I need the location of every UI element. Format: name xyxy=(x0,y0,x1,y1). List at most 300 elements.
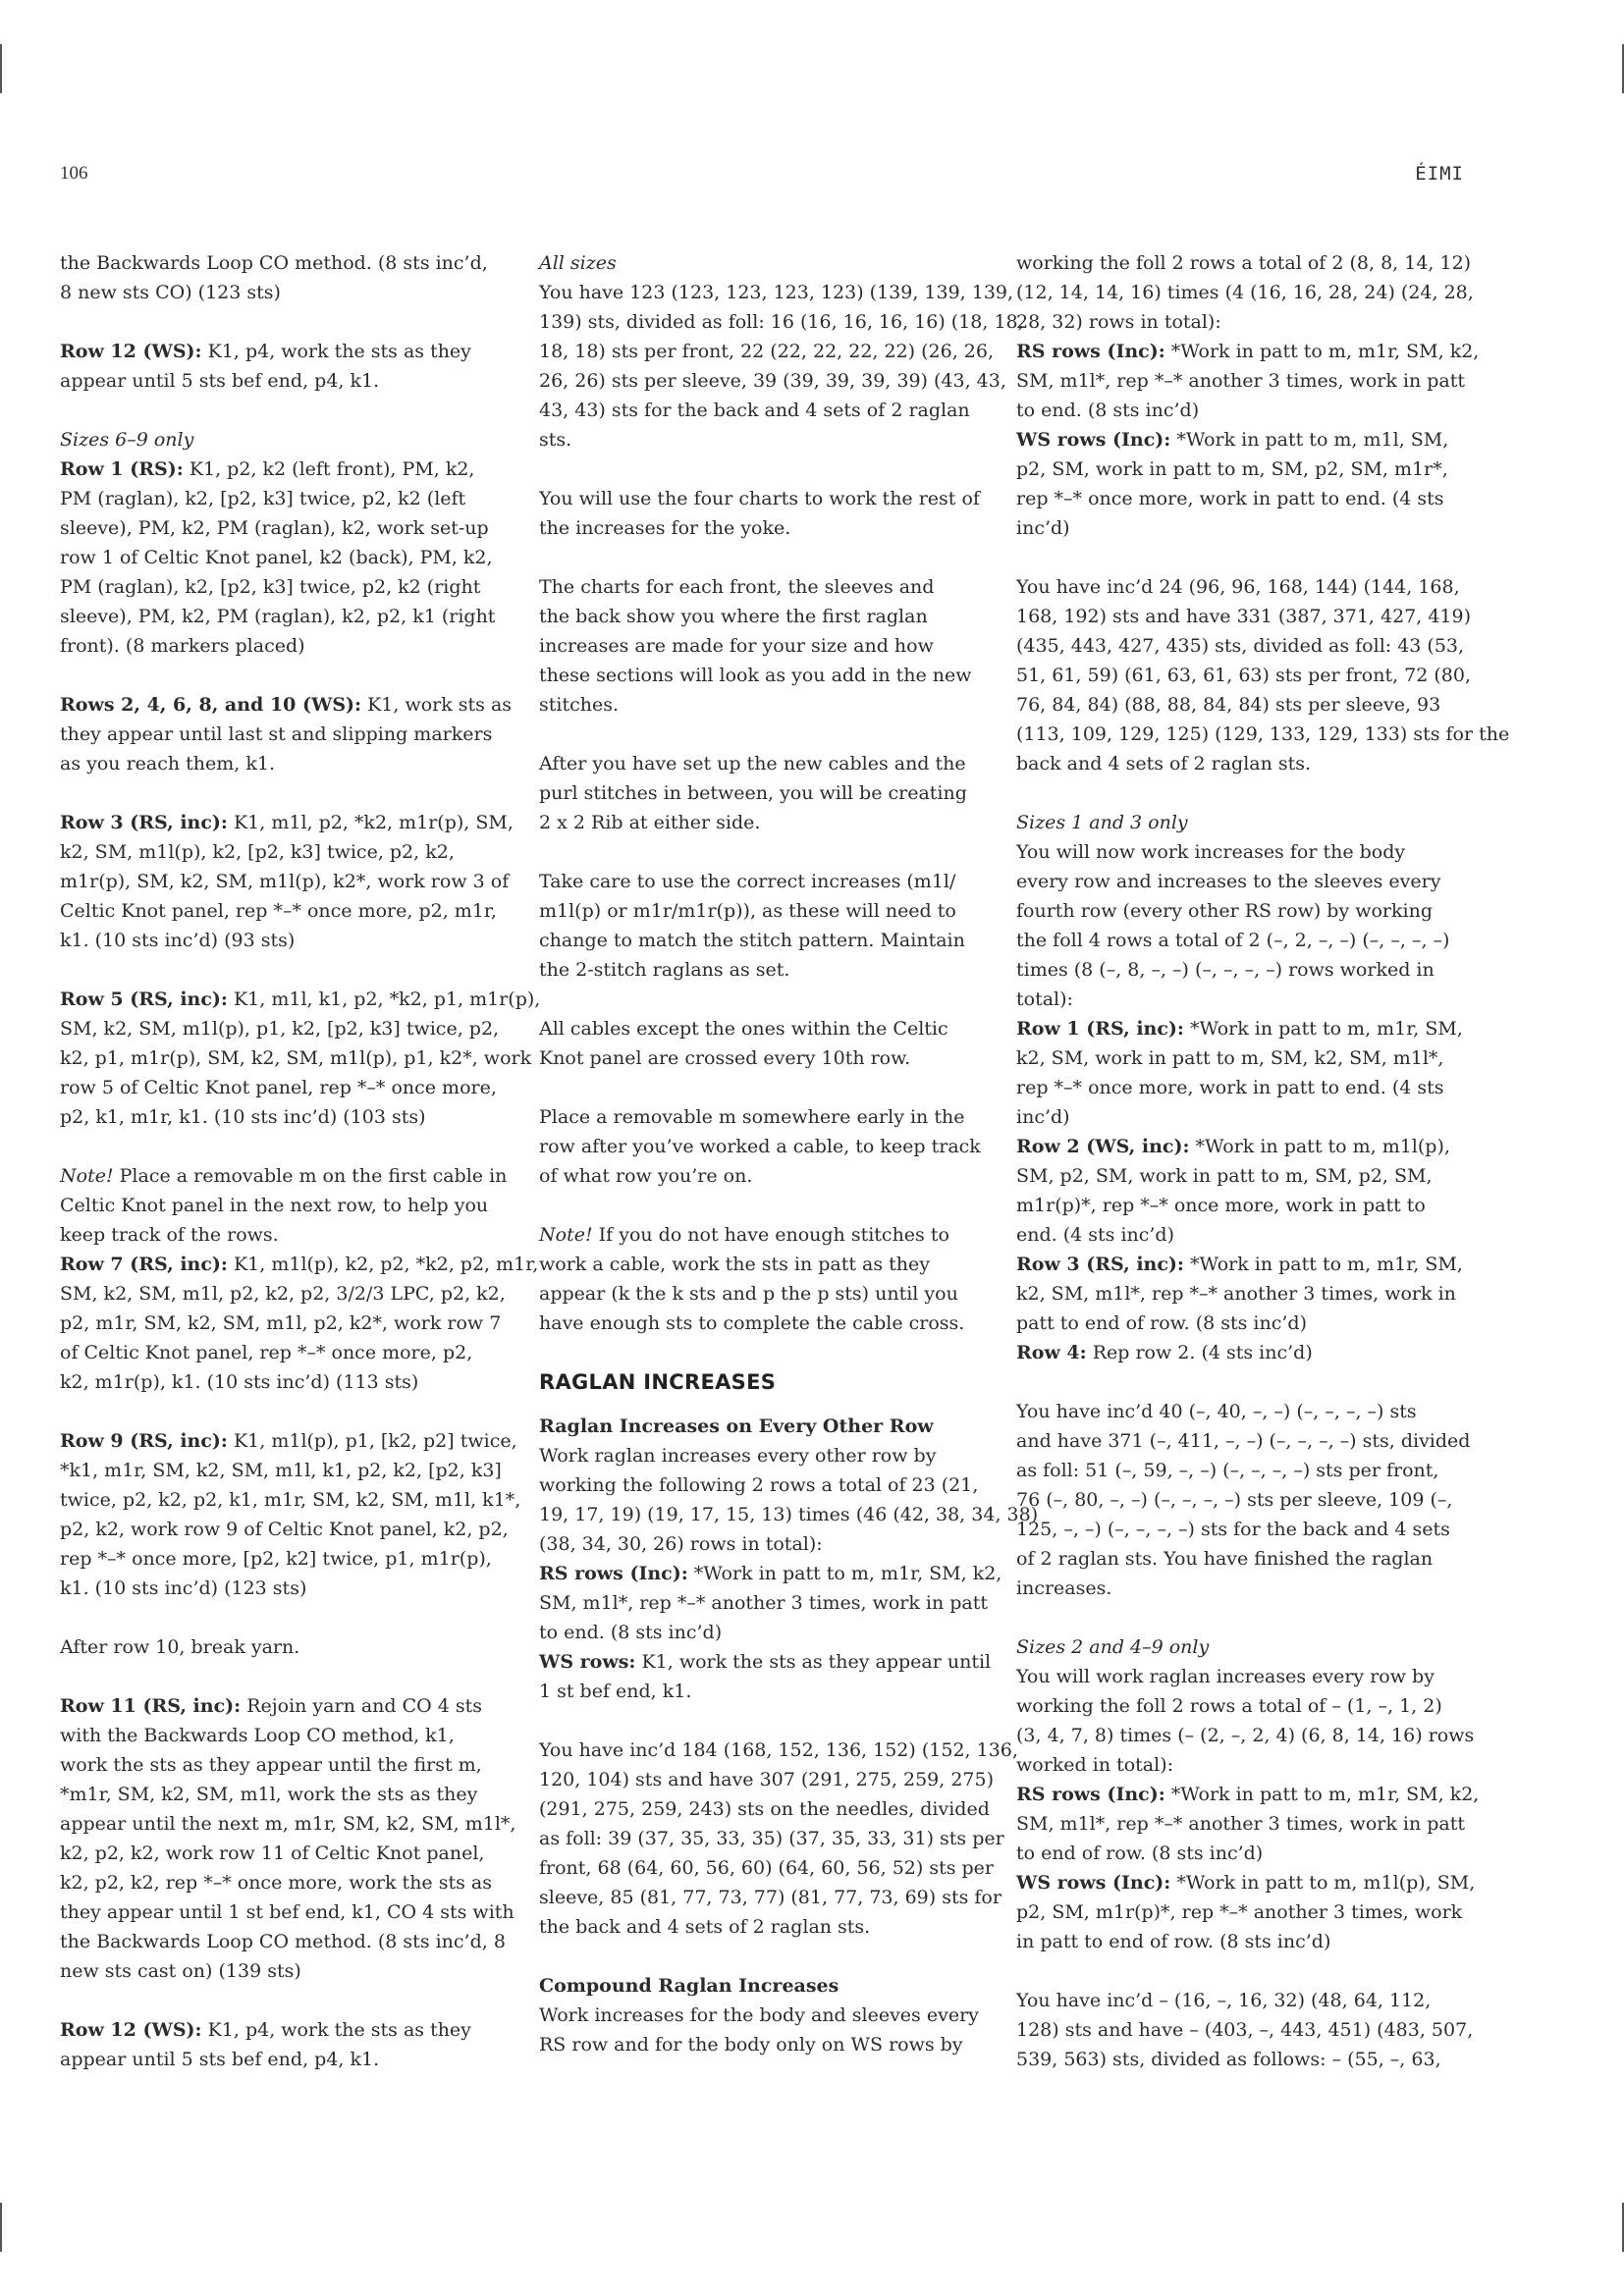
text-run: K1, m1l(p), p1, [k2, p2] twice, xyxy=(227,1430,517,1452)
text-run: *m1r, SM, k2, SM, m1l, work the sts as they xyxy=(60,1784,478,1805)
text-run: SM, k2, SM, m1l, p2, k2, p2, 3/2/3 LPC, p2, k2, xyxy=(60,1283,506,1305)
text-line xyxy=(1016,1986,1456,2015)
text-run: k1. (10 sts inc’d) (123 sts) xyxy=(60,1577,307,1599)
text-run: 51, 61, 59) (61, 63, 61, 63) sts per front, 72 (80, xyxy=(1016,665,1472,686)
paragraph xyxy=(539,1014,979,1073)
text-run: every row and increases to the sleeves every xyxy=(1016,871,1441,892)
paragraph xyxy=(539,749,979,837)
text-line xyxy=(539,1014,979,1043)
text-line xyxy=(60,1308,500,1338)
text-line xyxy=(539,1102,979,1132)
text-line xyxy=(1016,690,1456,720)
text-line xyxy=(539,1912,979,1942)
text-line xyxy=(539,2030,979,2059)
text-line xyxy=(539,1618,979,1647)
text-line xyxy=(60,1750,500,1780)
text-line xyxy=(60,2015,500,2045)
text-line xyxy=(60,1574,500,1603)
text-run: Work raglan increases every other row by xyxy=(539,1445,937,1467)
italic-run: Note! xyxy=(539,1224,593,1246)
text-run: the back and 4 sets of 2 raglan sts. xyxy=(539,1916,871,1938)
bold-run: WS rows (Inc): xyxy=(1016,429,1171,451)
text-line xyxy=(1016,572,1460,602)
crop-mark-top-left xyxy=(0,44,2,93)
text-run: K1, p2, k2 (left front), PM, k2, xyxy=(183,458,475,480)
text-run: k2, p2, k2, rep *–* once more, work the sts as xyxy=(60,1872,492,1894)
paragraph xyxy=(1016,572,1510,778)
text-line xyxy=(1016,720,1510,749)
text-run: the 2-stitch raglans as set. xyxy=(539,959,790,981)
text-line xyxy=(60,1338,500,1367)
paragraph xyxy=(539,1971,979,2059)
text-run: Take care to use the correct increases (m1l/ xyxy=(539,871,956,892)
text-line xyxy=(1016,926,1456,955)
text-run: to end. (8 sts inc’d) xyxy=(539,1622,723,1643)
text-line xyxy=(60,1780,500,1809)
text-line xyxy=(539,867,979,896)
bold-run: WS rows (Inc): xyxy=(1016,1872,1171,1894)
text-line xyxy=(1016,1780,1480,1809)
text-run: 43, 43) sts for the back and 4 sets of 2 raglan xyxy=(539,400,970,421)
text-run: K1, m1l(p), k2, p2, *k2, p2, m1r, xyxy=(227,1254,539,1275)
text-line xyxy=(1016,808,1456,837)
text-run: 2 x 2 Rib at either side. xyxy=(539,812,761,833)
text-line xyxy=(1016,1632,1456,1662)
text-line xyxy=(60,2045,500,2074)
text-line xyxy=(60,1014,500,1043)
text-run: increases are made for your size and how xyxy=(539,635,934,657)
text-line xyxy=(539,631,979,661)
text-run: PM (raglan), k2, [p2, k3] twice, p2, k2 (left xyxy=(60,488,466,509)
text-run: the foll 4 rows a total of 2 (–, 2, –, –) (–, –, –, –) xyxy=(1016,930,1450,951)
bold-run: RS rows (Inc): xyxy=(1016,1784,1165,1805)
paragraph xyxy=(60,337,500,396)
text-line xyxy=(539,1883,1001,1912)
text-run: You will work raglan increases every row by xyxy=(1016,1666,1435,1687)
text-run: have enough sts to complete the cable cross. xyxy=(539,1312,965,1334)
text-line xyxy=(1016,1485,1456,1515)
paragraph xyxy=(1016,1986,1474,2074)
text-line xyxy=(1016,1308,1456,1338)
paragraph xyxy=(60,1691,516,1986)
text-line xyxy=(60,1250,539,1279)
page-number: 106 xyxy=(60,163,88,184)
text-line xyxy=(1016,1544,1456,1574)
text-run: rep *–* once more, [p2, k2] twice, p1, m1r(p), xyxy=(60,1548,492,1570)
text-run: k2, SM, work in patt to m, SM, k2, SM, m1l*, xyxy=(1016,1047,1444,1069)
text-line xyxy=(60,808,514,837)
text-line xyxy=(1016,1750,1456,1780)
text-line xyxy=(1016,337,1480,366)
text-run: K1, p4, work the sts as they xyxy=(201,2019,471,2041)
text-line xyxy=(1016,1073,1456,1102)
paragraph xyxy=(60,2015,500,2074)
text-run: rep *–* once more, work in patt to end. (4 sts xyxy=(1016,1077,1444,1098)
text-run: If you do not have enough stitches to xyxy=(592,1224,949,1246)
text-run: After row 10, break yarn. xyxy=(60,1636,300,1658)
text-run: the increases for the yoke. xyxy=(539,517,791,539)
text-run: SM, k2, SM, m1l(p), p1, k2, [p2, k3] twice, p2, xyxy=(60,1018,500,1040)
paragraph xyxy=(539,867,979,985)
text-run: 28, 32) rows in total): xyxy=(1016,311,1221,333)
text-line xyxy=(539,602,979,631)
text-line xyxy=(60,513,500,543)
text-run: increases. xyxy=(1016,1577,1112,1599)
bold-run: Compound Raglan Increases xyxy=(539,1975,839,1997)
text-line xyxy=(60,1220,500,1250)
text-line xyxy=(1016,396,1456,425)
text-line xyxy=(539,1677,979,1706)
text-run: Place a removable m on the first cable in xyxy=(113,1165,508,1187)
text-line xyxy=(60,1956,500,1986)
text-run: and have 371 (–, 411, –, –) (–, –, –, –) sts, divided xyxy=(1016,1430,1471,1452)
text-run: 18, 18) sts per front, 22 (22, 22, 22, 22) (26, 26, xyxy=(539,341,995,362)
text-line xyxy=(539,425,979,454)
paragraph xyxy=(60,425,500,661)
text-line xyxy=(60,1456,500,1485)
text-run: PM (raglan), k2, [p2, k3] twice, p2, k2 (right xyxy=(60,576,481,598)
text-run: *Work in patt to m, m1r, SM, k2, xyxy=(1164,1784,1480,1805)
text-line xyxy=(539,1588,989,1618)
text-line xyxy=(60,896,500,926)
text-line xyxy=(60,366,500,396)
text-run: 8 new sts CO) (123 sts) xyxy=(60,282,281,303)
bold-run: Row 12 (WS): xyxy=(60,341,202,362)
text-run: m1r(p)*, rep *–* once more, work in patt to xyxy=(1016,1195,1426,1216)
paragraph xyxy=(539,572,979,720)
text-run: (435, 443, 427, 435) sts, divided as foll: 43 (53, xyxy=(1016,635,1465,657)
text-line xyxy=(539,1765,995,1794)
text-line xyxy=(1016,1426,1471,1456)
text-run: SM, m1l*, rep *–* another 3 times, work in patt xyxy=(1016,370,1466,392)
text-line xyxy=(1016,631,1465,661)
text-run: Rejoin yarn and CO 4 sts xyxy=(241,1695,483,1717)
paragraph xyxy=(539,1412,1039,1706)
text-run: in patt to end of row. (8 sts inc’d) xyxy=(1016,1931,1331,1952)
text-line xyxy=(539,278,1014,307)
paragraph xyxy=(539,1220,979,1338)
text-line xyxy=(60,985,541,1014)
text-run: times (8 (–, 8, –, –) (–, –, –, –) rows worked in xyxy=(1016,959,1435,981)
text-run: appear until the next m, m1r, SM, k2, SM, m1l*, xyxy=(60,1813,516,1835)
bold-run: Row 7 (RS, inc): xyxy=(60,1254,228,1275)
text-line xyxy=(60,1102,500,1132)
text-run: (38, 34, 30, 26) rows in total): xyxy=(539,1533,823,1555)
text-run: The charts for each front, the sleeves and xyxy=(539,576,935,598)
text-run: 76, 84, 84) (88, 88, 84, 84) sts per sleeve, 93 xyxy=(1016,694,1441,716)
text-run: appear until 5 sts bef end, p4, k1. xyxy=(60,370,380,392)
text-line xyxy=(1016,1132,1456,1161)
text-line xyxy=(539,1824,1004,1853)
text-run: *Work in patt to m, m1r, SM, k2, xyxy=(1164,341,1480,362)
text-line xyxy=(60,1691,500,1721)
text-run: *Work in patt to m, m1l(p), xyxy=(1189,1136,1450,1157)
text-run: (3, 4, 7, 8) times (– (2, –, 2, 4) (6, 8, 14, 16) rows xyxy=(1016,1725,1475,1746)
text-run: m1l(p) or m1r/m1r(p)), as these will need to xyxy=(539,900,956,922)
text-run: 19, 17, 19) (19, 17, 15, 13) times (46 (42, 38, 34, 38) xyxy=(539,1504,1039,1525)
paragraph xyxy=(60,248,500,307)
text-run: front, 68 (64, 60, 56, 60) (64, 60, 56, 52) sts per xyxy=(539,1857,995,1879)
text-line xyxy=(539,896,979,926)
text-line xyxy=(60,1161,508,1191)
text-run: row after you’ve worked a cable, to keep track xyxy=(539,1136,981,1157)
text-run: working the following 2 rows a total of 23 (21, xyxy=(539,1474,979,1496)
bold-run: Row 2 (WS, inc): xyxy=(1016,1136,1190,1157)
text-run: total): xyxy=(1016,988,1073,1010)
text-line xyxy=(1016,867,1456,896)
text-run: k2, p1, m1r(p), SM, k2, SM, m1l(p), p1, k2*, work xyxy=(60,1047,532,1069)
text-run: k2, SM, m1l*, rep *–* another 3 times, work in xyxy=(1016,1283,1456,1305)
bold-run: Raglan Increases on Every Other Row xyxy=(539,1415,934,1437)
text-line xyxy=(60,1426,517,1456)
text-run: 26, 26) sts per sleeve, 39 (39, 39, 39, 39) (43, 43, xyxy=(539,370,1006,392)
text-run: front). (8 markers placed) xyxy=(60,635,305,657)
text-line xyxy=(60,1279,506,1308)
text-line xyxy=(539,955,979,985)
text-run: rep *–* once more, work in patt to end. (4 sts xyxy=(1016,488,1444,509)
text-line xyxy=(1016,366,1466,396)
paragraph xyxy=(60,985,541,1132)
text-line xyxy=(539,808,979,837)
text-line xyxy=(60,484,500,513)
text-line xyxy=(1016,985,1456,1014)
text-run: change to match the stitch pattern. Maintain xyxy=(539,930,965,951)
text-run: the back show you where the first raglan xyxy=(539,606,928,627)
text-run: stitches. xyxy=(539,694,620,716)
text-line xyxy=(60,631,500,661)
text-line xyxy=(1016,248,1472,278)
text-run: All cables except the ones within the Celtic xyxy=(539,1018,948,1040)
paragraph xyxy=(539,1102,979,1191)
text-line xyxy=(1016,513,1456,543)
text-run: end. (4 sts inc’d) xyxy=(1016,1224,1175,1246)
text-run: new sts cast on) (139 sts) xyxy=(60,1960,301,1982)
italic-run: All sizes xyxy=(539,252,617,274)
text-line xyxy=(1016,1927,1456,1956)
text-run: keep track of the rows. xyxy=(60,1224,279,1246)
text-run: of 2 raglan sts. You have finished the raglan xyxy=(1016,1548,1434,1570)
text-line xyxy=(1016,837,1456,867)
text-line xyxy=(539,1500,1039,1529)
text-line xyxy=(1016,1515,1456,1544)
text-line xyxy=(539,1132,979,1161)
text-run: Celtic Knot panel in the next row, to help you xyxy=(60,1195,489,1216)
text-run: to end of row. (8 sts inc’d) xyxy=(1016,1842,1264,1864)
italic-run: Sizes 1 and 3 only xyxy=(1016,812,1188,833)
text-line xyxy=(539,778,979,808)
text-run: of Celtic Knot panel, rep *–* once more, p2, xyxy=(60,1342,473,1363)
text-run: *Work in patt to m, m1l, SM, xyxy=(1170,429,1449,451)
bold-run: RS rows (Inc): xyxy=(539,1563,688,1584)
text-line xyxy=(1016,1662,1456,1691)
text-line xyxy=(60,602,500,631)
bold-run: Row 9 (RS, inc): xyxy=(60,1430,228,1452)
text-run: *Work in patt to m, m1r, SM, xyxy=(1183,1254,1463,1275)
text-line xyxy=(539,337,995,366)
text-line xyxy=(539,690,979,720)
text-run: p2, SM, m1r(p)*, rep *–* another 3 times, work xyxy=(1016,1901,1463,1923)
text-line xyxy=(1016,1456,1456,1485)
text-line xyxy=(539,749,979,778)
text-line xyxy=(60,543,500,572)
text-column-2 xyxy=(539,248,1039,2089)
paragraph xyxy=(539,1735,1018,1942)
text-line xyxy=(60,1191,500,1220)
text-line xyxy=(60,1544,500,1574)
text-line xyxy=(539,1250,979,1279)
text-run: sleeve, 85 (81, 77, 73, 77) (81, 77, 73, 69) sts for xyxy=(539,1887,1001,1908)
text-run: patt to end of row. (8 sts inc’d) xyxy=(1016,1312,1308,1334)
bold-run: Row 3 (RS, inc): xyxy=(1016,1254,1184,1275)
text-line xyxy=(60,1043,532,1073)
text-run: they appear until last st and slipping markers xyxy=(60,723,493,745)
text-line xyxy=(539,572,979,602)
text-line xyxy=(539,396,979,425)
bold-run: Row 4: xyxy=(1016,1342,1087,1363)
text-line xyxy=(60,1897,514,1927)
text-run: *Work in patt to m, m1l(p), SM, xyxy=(1170,1872,1476,1894)
text-run: k2, m1r(p), k1. (10 sts inc’d) (113 sts) xyxy=(60,1371,419,1393)
text-run: work the sts as they appear until the first m, xyxy=(60,1754,482,1776)
text-line xyxy=(539,1043,979,1073)
text-run: k2, p2, k2, work row 11 of Celtic Knot panel, xyxy=(60,1842,485,1864)
text-line xyxy=(60,1367,500,1397)
text-line xyxy=(539,1470,979,1500)
text-line xyxy=(539,1441,979,1470)
text-line xyxy=(60,425,500,454)
text-run: with the Backwards Loop CO method, k1, xyxy=(60,1725,455,1746)
text-run: Place a removable m somewhere early in the xyxy=(539,1106,965,1128)
text-line xyxy=(60,1721,500,1750)
text-run: K1, p4, work the sts as they xyxy=(201,341,471,362)
bold-run: Row 3 (RS, inc): xyxy=(60,812,228,833)
text-line xyxy=(539,1735,1018,1765)
text-run: as foll: 51 (–, 59, –, –) (–, –, –, –) sts per front, xyxy=(1016,1460,1439,1481)
paragraph xyxy=(60,808,514,955)
text-run: You will use the four charts to work the rest of xyxy=(539,488,980,509)
text-column-1 xyxy=(60,248,541,2104)
text-line xyxy=(1016,1161,1456,1191)
text-line xyxy=(539,1559,1002,1588)
text-line xyxy=(539,1308,979,1338)
text-run: 125, –, –) (–, –, –, –) sts for the back and 4 sets xyxy=(1016,1519,1450,1540)
italic-run: Sizes 6–9 only xyxy=(60,429,194,451)
bold-run: WS rows: xyxy=(539,1651,636,1673)
text-run: these sections will look as you add in the new xyxy=(539,665,972,686)
italic-run: Sizes 2 and 4–9 only xyxy=(1016,1636,1210,1658)
text-run: p2, k1, m1r, k1. (10 sts inc’d) (103 sts) xyxy=(60,1106,426,1128)
text-run: You have inc’d – (16, –, 16, 32) (48, 64, 112, xyxy=(1016,1990,1432,2011)
text-line xyxy=(539,1853,995,1883)
text-line xyxy=(1016,602,1472,631)
paragraph xyxy=(1016,808,1463,1367)
text-run: worked in total): xyxy=(1016,1754,1174,1776)
text-run: k2, SM, m1l(p), k2, [p2, k3] twice, p2, k2, xyxy=(60,841,455,863)
text-run: working the foll 2 rows a total of – (1, –, 1, 2) xyxy=(1016,1695,1442,1717)
text-run: 120, 104) sts and have 307 (291, 275, 259, 275) xyxy=(539,1769,995,1790)
text-line xyxy=(60,926,500,955)
text-run: as foll: 39 (37, 35, 33, 35) (37, 35, 33, 31) sts per xyxy=(539,1828,1004,1849)
text-line xyxy=(539,1279,979,1308)
text-line xyxy=(1016,307,1456,337)
text-run: back and 4 sets of 2 raglan sts. xyxy=(1016,753,1312,774)
running-header-brand: ÉIMI xyxy=(1415,163,1464,185)
text-line xyxy=(60,1632,500,1662)
text-line xyxy=(539,513,979,543)
text-line xyxy=(1016,955,1456,985)
text-line xyxy=(1016,1220,1456,1250)
text-line xyxy=(1016,454,1456,484)
text-run: the Backwards Loop CO method. (8 sts inc’d, 8 xyxy=(60,1931,506,1952)
text-run: *Work in patt to m, m1r, SM, xyxy=(1183,1018,1463,1040)
text-run: SM, m1l*, rep *–* another 3 times, work in patt xyxy=(1016,1813,1466,1835)
paragraph xyxy=(60,1161,539,1397)
text-run: the Backwards Loop CO method. (8 sts inc’d, xyxy=(60,252,488,274)
text-line xyxy=(60,454,500,484)
paragraph xyxy=(539,484,979,543)
text-line xyxy=(1016,1250,1463,1279)
text-run: p2, k2, work row 9 of Celtic Knot panel, k2, p2, xyxy=(60,1519,509,1540)
text-run: m1r(p), SM, k2, SM, m1l(p), k2*, work row 3 of xyxy=(60,871,510,892)
text-run: p2, m1r, SM, k2, SM, m1l, p2, k2*, work row 7 xyxy=(60,1312,502,1334)
text-line xyxy=(60,867,510,896)
italic-run: Note! xyxy=(60,1165,114,1187)
text-run: they appear until 1 st bef end, k1, CO 4 sts with xyxy=(60,1901,514,1923)
text-line xyxy=(60,749,500,778)
text-column-3 xyxy=(1016,248,1510,2104)
text-line xyxy=(1016,2015,1474,2045)
text-run: K1, work sts as xyxy=(361,694,513,716)
text-run: You have 123 (123, 123, 123, 123) (139, 139, 139, xyxy=(539,282,1014,303)
text-line xyxy=(539,1794,990,1824)
text-run: 1 st bef end, k1. xyxy=(539,1681,692,1702)
text-run: Knot panel are crossed every 10th row. xyxy=(539,1047,911,1069)
text-line xyxy=(60,1927,506,1956)
text-run: Work increases for the body and sleeves every xyxy=(539,2004,979,2026)
text-line xyxy=(1016,1721,1475,1750)
text-run: (12, 14, 14, 16) times (4 (16, 16, 28, 24) (24, 28, xyxy=(1016,282,1474,303)
text-line xyxy=(60,337,500,366)
text-line xyxy=(1016,1897,1463,1927)
section-heading: RAGLAN INCREASES xyxy=(539,1370,777,1394)
text-run: inc’d) xyxy=(1016,1106,1070,1128)
text-line xyxy=(60,572,500,602)
text-line xyxy=(60,720,500,749)
text-line xyxy=(539,484,979,513)
text-line xyxy=(1016,278,1474,307)
text-line xyxy=(539,1412,979,1441)
bold-run: Row 11 (RS, inc): xyxy=(60,1695,242,1717)
text-line xyxy=(1016,1043,1456,1073)
text-line xyxy=(539,307,1024,337)
text-run: purl stitches in between, you will be creating xyxy=(539,782,967,804)
text-run: work a cable, work the sts in patt as they xyxy=(539,1254,931,1275)
text-run: You will now work increases for the body xyxy=(1016,841,1406,863)
text-line xyxy=(1016,1691,1456,1721)
text-run: sleeve), PM, k2, PM (raglan), k2, work set-up xyxy=(60,517,489,539)
paragraph xyxy=(539,248,1024,454)
text-line xyxy=(539,1220,979,1250)
bold-run: Row 1 (RS): xyxy=(60,458,184,480)
text-run: After you have set up the new cables and the xyxy=(539,753,966,774)
text-run: 139) sts, divided as foll: 16 (16, 16, 16, 16) (18, 18, xyxy=(539,311,1024,333)
text-run: 128) sts and have – (403, –, 443, 451) (483, 507, xyxy=(1016,2019,1474,2041)
text-run: K1, m1l, p2, *k2, m1r(p), SM, xyxy=(227,812,514,833)
text-line xyxy=(539,366,1006,396)
text-line xyxy=(539,1529,979,1559)
text-line xyxy=(1016,1279,1456,1308)
text-run: 539, 563) sts, divided as follows: – (55, –, 63, xyxy=(1016,2049,1441,2070)
